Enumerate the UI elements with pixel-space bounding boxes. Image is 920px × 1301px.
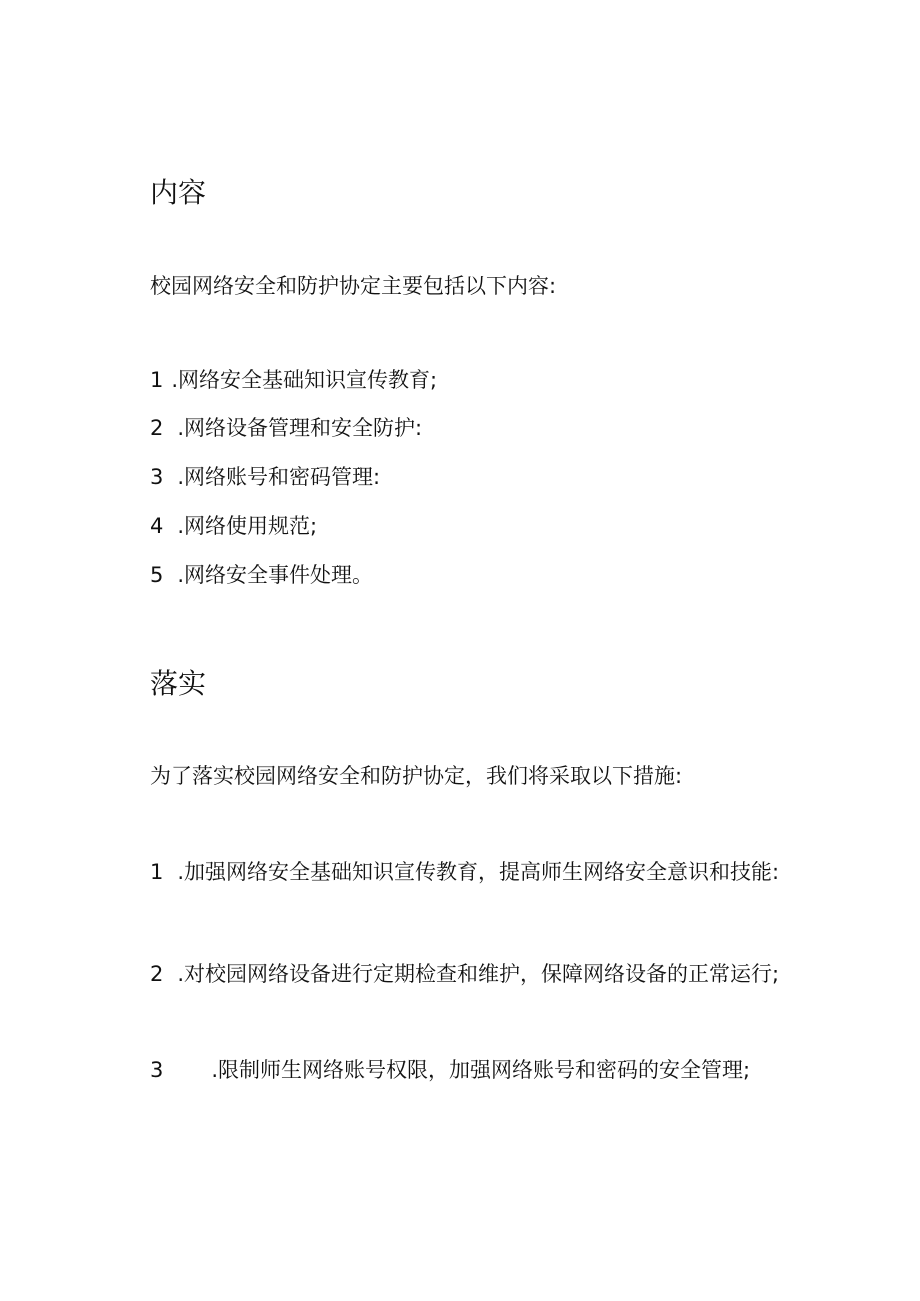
- list-item-number: 3: [150, 465, 164, 489]
- list-item-number: 4: [150, 514, 164, 538]
- list-item-number: 5: [150, 563, 164, 587]
- list-item-number: 2: [150, 962, 164, 986]
- list-item-text: .限制师生网络账号权限，加强网络账号和密码的安全管理;: [211, 1058, 751, 1082]
- list-item-text: .网络设备管理和安全防护:: [177, 416, 423, 440]
- content-intro: 校园网络安全和防护协定主要包括以下内容:: [150, 274, 557, 298]
- list-item-text: .网络使用规范;: [177, 514, 318, 538]
- list-item: [105, 950, 825, 998]
- list-item: [150, 512, 317, 540]
- list-item-number: 3: [150, 1058, 164, 1082]
- list-item-text: .网络安全事件处理。: [177, 563, 374, 587]
- list-item: [105, 848, 825, 896]
- list-item-number: 1: [150, 368, 164, 392]
- list-item-number: 2: [150, 416, 164, 440]
- list-item-text: .网络安全基础知识宣传教育;: [171, 368, 438, 392]
- list-item: [105, 1046, 795, 1094]
- section-heading-implementation: 落实: [150, 667, 207, 700]
- list-item: [150, 414, 422, 442]
- section-heading-content: 内容: [150, 176, 207, 209]
- list-item-number: 1: [150, 860, 164, 884]
- implementation-intro: 为了落实校园网络安全和防护协定，我们将采取以下措施:: [150, 764, 683, 788]
- list-item: [150, 561, 373, 589]
- list-item-text: .加强网络安全基础知识宣传教育，提高师生网络安全意识和技能:: [177, 860, 780, 884]
- list-item-text: .网络账号和密码管理:: [177, 465, 381, 489]
- list-item-text: .对校园网络设备进行定期检查和维护，保障网络设备的正常运行;: [177, 962, 780, 986]
- list-item: [150, 366, 437, 394]
- list-item: [150, 463, 380, 491]
